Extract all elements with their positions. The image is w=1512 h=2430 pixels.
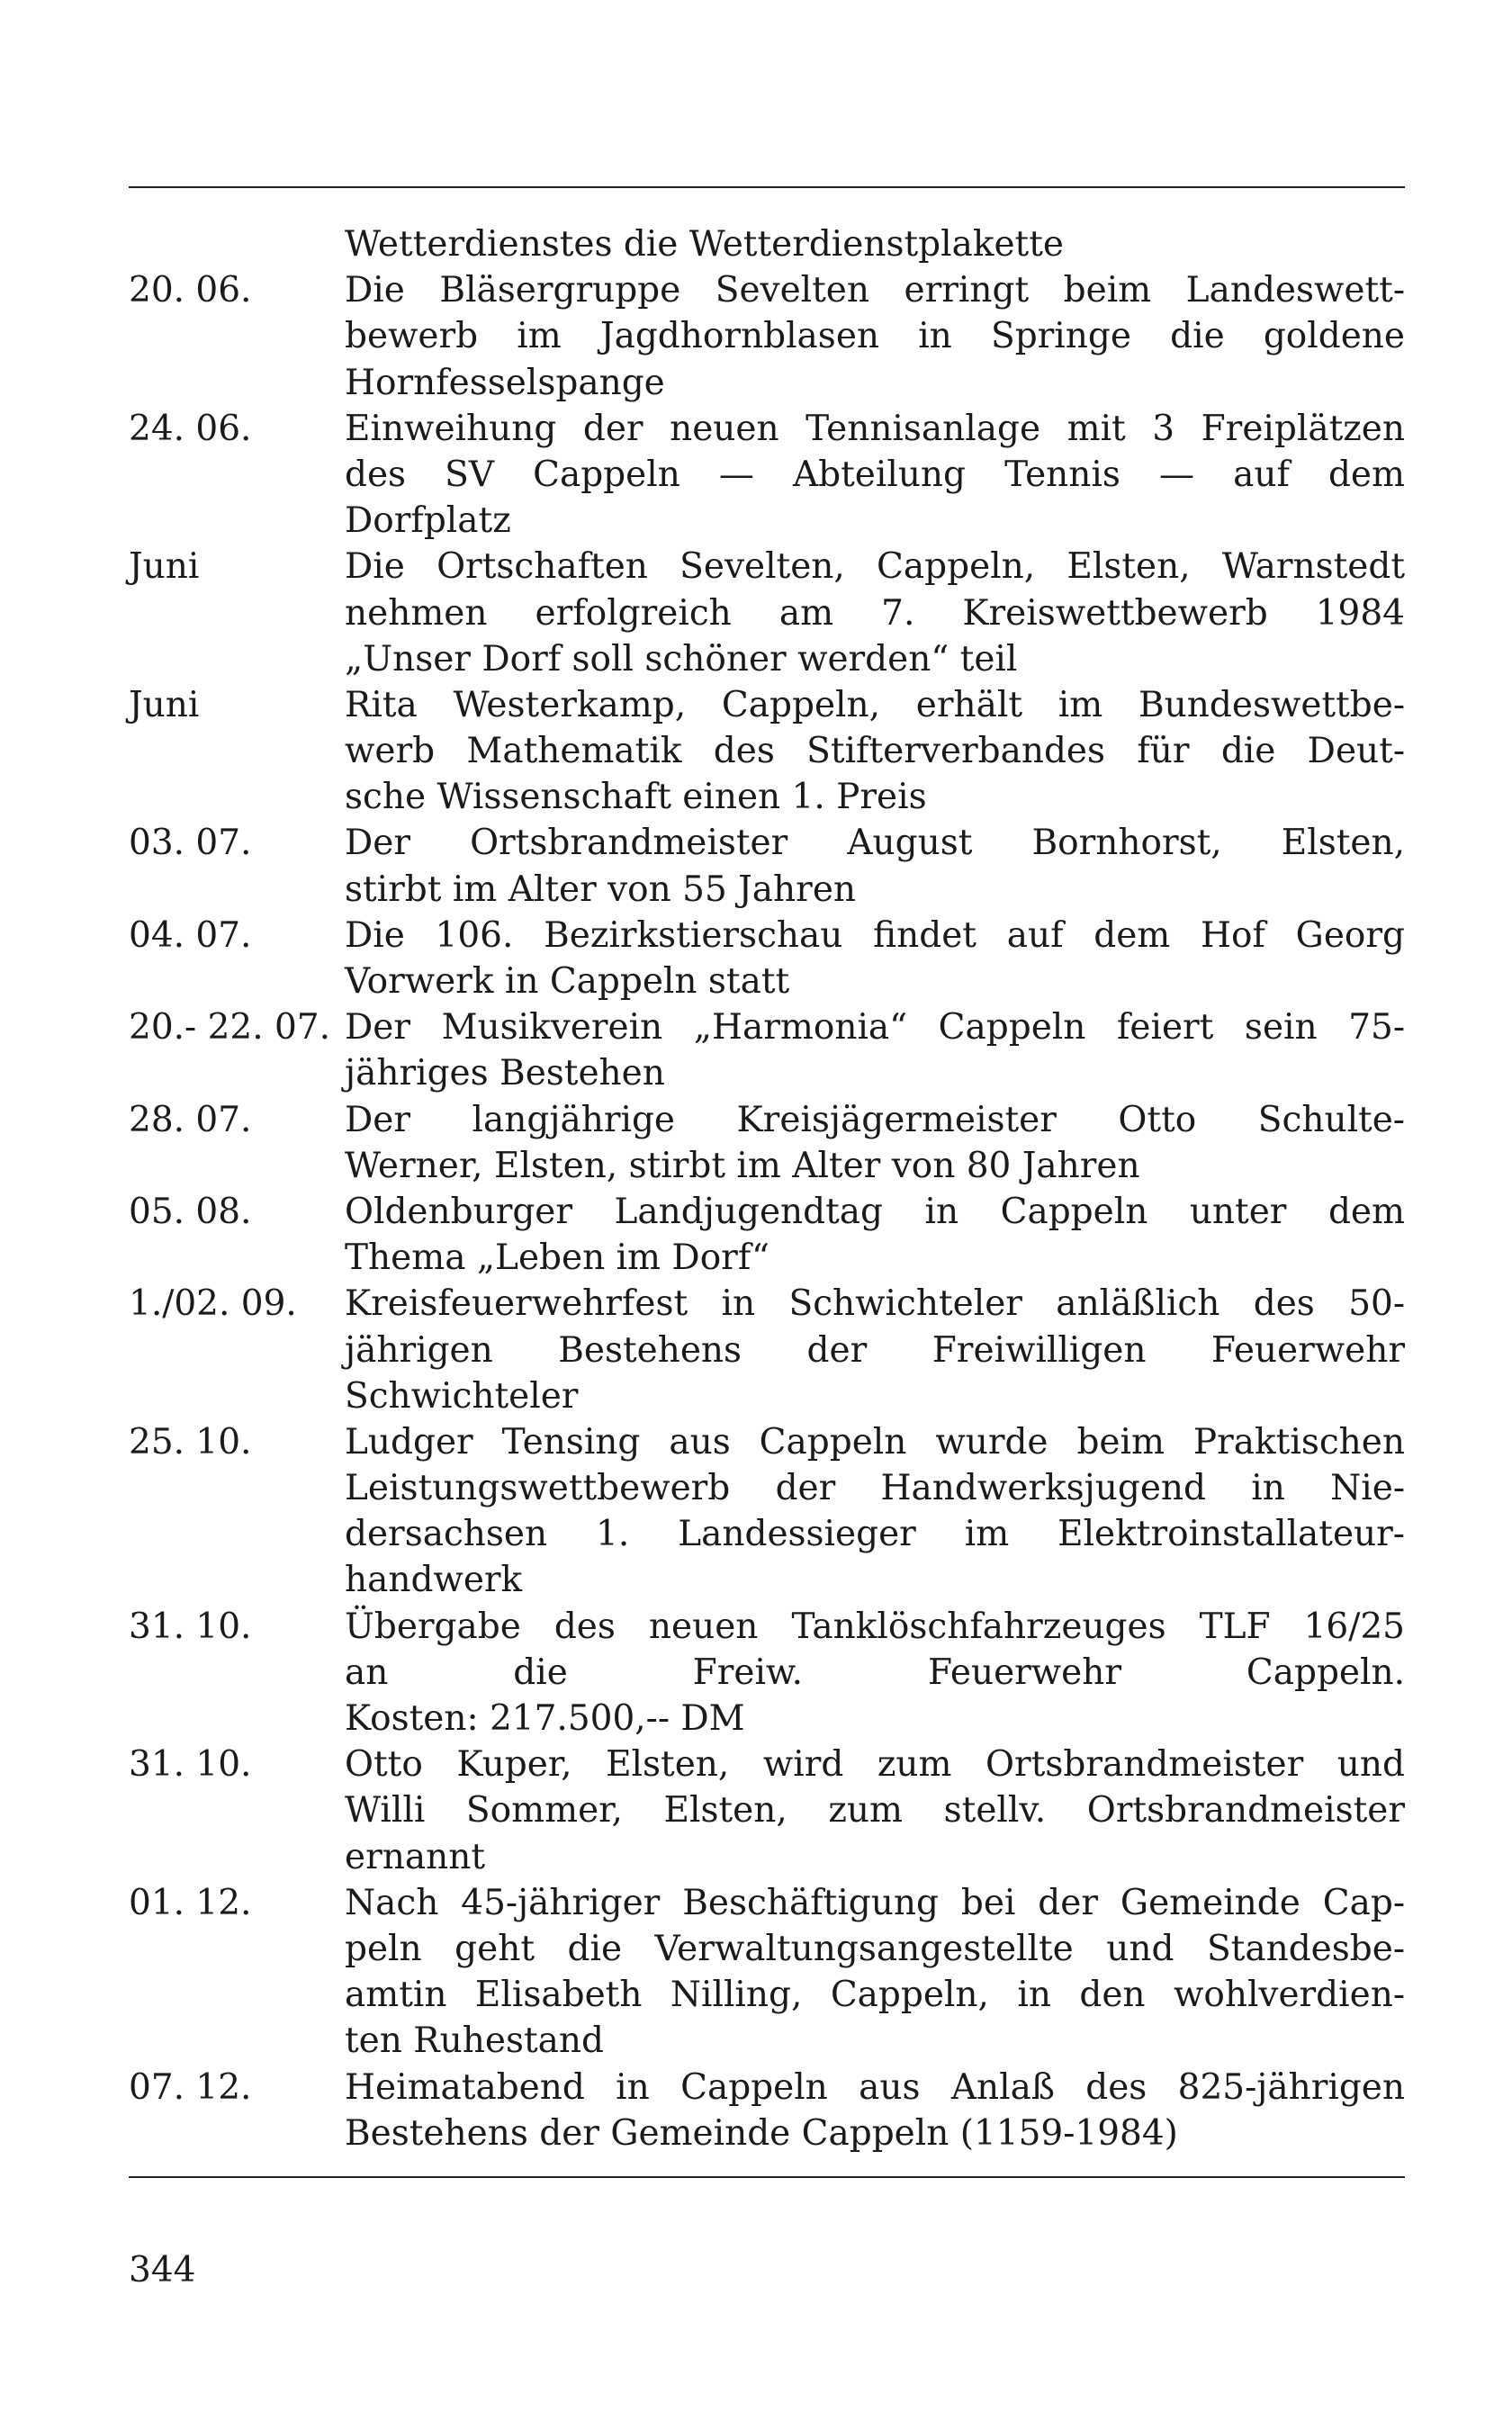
entry-date: 25. 10. [129, 1421, 252, 1462]
entry-date: 04. 07. [129, 914, 252, 956]
chronicle-entry [129, 544, 1405, 682]
chronicle-entry [129, 1419, 1405, 1604]
chronicle-entry [129, 1189, 1405, 1281]
entry-text [345, 1281, 1405, 1419]
entry-date: 1./02. 09. [129, 1283, 297, 1325]
entry-text [345, 1189, 1405, 1281]
entry-date: 24. 06. [129, 408, 252, 449]
entry-text-line: Willi Sommer, Elsten, zum stellv. Ortsbrandmeister [345, 1790, 1405, 1832]
chronicle-entry [129, 1604, 1405, 1742]
entry-text-line: dersachsen 1. Landessieger im Elektroinstallateur- [345, 1514, 1405, 1555]
entry-text [345, 1604, 1405, 1742]
entry-text-line: Die Ortschaften Sevelten, Cappeln, Elsten, Warnstedt [345, 546, 1405, 588]
entry-date: 03. 07. [129, 823, 252, 864]
entry-text [345, 1004, 1405, 1096]
entry-text-line: jährigen Bestehens der Freiwilligen Feuerwehr [345, 1329, 1405, 1371]
chronicle-entry [129, 913, 1405, 1004]
entry-text-line: Die Bläsergruppe Sevelten erringt beim Landeswett- [345, 270, 1405, 311]
top-rule [129, 186, 1405, 188]
entry-text-line: nehmen erfolgreich am 7. Kreiswettbewerb 1984 [345, 592, 1405, 634]
entry-text-line: ten Ruhestand [345, 2020, 604, 2062]
entry-text-line: Nach 45-jähriger Beschäftigung bei der Gemeinde Cap- [345, 1882, 1405, 1923]
entry-text [345, 1880, 1405, 2065]
entry-text [345, 267, 1405, 406]
bottom-rule [129, 2176, 1405, 2178]
entry-text-line: ernannt [345, 1836, 485, 1877]
entry-text-line: Ludger Tensing aus Cappeln wurde beim Praktischen [345, 1421, 1405, 1462]
entry-text-line: Thema „Leben im Dorf“ [345, 1238, 770, 1279]
chronicle-entry [129, 2065, 1405, 2156]
entry-text-line: Kreisfeuerwehrfest in Schwichteler anläßlich des 50- [345, 1283, 1405, 1325]
entry-text-line: Der Ortsbrandmeister August Bornhorst, Elsten, [345, 823, 1405, 864]
entry-text-line: Der langjährige Kreisjägermeister Otto Schulte- [345, 1099, 1405, 1140]
entry-text-line: Otto Kuper, Elsten, wird zum Ortsbrandmeister und [345, 1744, 1405, 1786]
entry-date: 28. 07. [129, 1099, 252, 1140]
entry-text-line: Vorwerk in Cappeln statt [345, 961, 790, 1002]
entry-text [345, 1742, 1405, 1880]
chronicle-entry [129, 820, 1405, 912]
entry-text [345, 406, 1405, 544]
entry-text-line: amtin Elisabeth Nilling, Cappeln, in den wohlverdien- [345, 1975, 1405, 2016]
chronicle-list [129, 221, 1405, 2156]
entry-text-line: Rita Westerkamp, Cappeln, erhält im Bundeswettbe- [345, 684, 1405, 725]
chronicle-entry [129, 267, 1405, 406]
chronicle-entry [129, 1281, 1405, 1419]
entry-date: 31. 10. [129, 1744, 252, 1786]
chronicle-entry [129, 1004, 1405, 1096]
entry-text-line: Einweihung der neuen Tennisanlage mit 3 Freiplätzen [345, 408, 1405, 449]
entry-text-line: Übergabe des neuen Tanklöschfahrzeuges TLF 16/25 [345, 1606, 1405, 1647]
page-number: 344 [129, 2250, 196, 2290]
chronicle-entry [129, 221, 1405, 267]
entry-text-line: an die Freiw. Feuerwehr Cappeln. [345, 1652, 1405, 1693]
entry-text [345, 820, 1405, 912]
entry-text-line: Kosten: 217.500,-- DM [345, 1698, 745, 1739]
chronicle-entry [129, 406, 1405, 544]
entry-text-line: handwerk [345, 1560, 523, 1601]
entry-text-line: stirbt im Alter von 55 Jahren [345, 868, 857, 910]
entry-text-line: peln geht die Verwaltungsangestellte und Standesbe- [345, 1928, 1405, 1969]
entry-text-line: Der Musikverein „Harmonia“ Cappeln feiert sein 75- [345, 1007, 1405, 1048]
entry-text-line: Werner, Elsten, stirbt im Alter von 80 Jahren [345, 1145, 1140, 1186]
entry-text-line: jähriges Bestehen [345, 1053, 665, 1094]
entry-text-line: werb Mathematik des Stifterverbandes für die Deut- [345, 731, 1405, 772]
entry-text-line: des SV Cappeln — Abteilung Tennis — auf dem [345, 454, 1405, 495]
entry-text [345, 682, 1405, 821]
entry-date: Juni [129, 546, 200, 588]
entry-text-line: Die 106. Bezirkstierschau findet auf dem Hof Georg [345, 914, 1405, 956]
entry-text-line: Heimatabend in Cappeln aus Anlaß des 825-jährigen [345, 2066, 1405, 2108]
entry-text [345, 913, 1405, 1004]
entry-date: 31. 10. [129, 1606, 252, 1647]
chronicle-entry [129, 682, 1405, 821]
entry-text-line: sche Wissenschaft einen 1. Preis [345, 777, 927, 818]
entry-text-line: Schwichteler [345, 1375, 579, 1417]
entry-text-line: Leistungswettbewerb der Handwerksjugend in Nie- [345, 1468, 1405, 1509]
chronicle-entry [129, 1880, 1405, 2065]
entry-date: 20.- 22. 07. [129, 1007, 331, 1048]
entry-text-line: Bestehens der Gemeinde Cappeln (1159-1984) [345, 2112, 1178, 2154]
entry-date: Juni [129, 684, 200, 725]
entry-date: 01. 12. [129, 1882, 252, 1923]
entry-text [345, 1097, 1405, 1189]
entry-text-line: Oldenburger Landjugendtag in Cappeln unter dem [345, 1191, 1405, 1232]
entry-text [345, 221, 1405, 267]
entry-text [345, 544, 1405, 682]
entry-text-line: „Unser Dorf soll schöner werden“ teil [345, 638, 1018, 680]
entry-text-line: Wetterdienstes die Wetterdienstplakette [345, 224, 1064, 265]
chronicle-entry [129, 1097, 1405, 1189]
entry-text-line: Dorfplatz [345, 500, 511, 542]
entry-date: 07. 12. [129, 2066, 252, 2108]
entry-text [345, 2065, 1405, 2156]
chronicle-entry [129, 1742, 1405, 1880]
entry-date: 05. 08. [129, 1191, 252, 1232]
entry-text [345, 1419, 1405, 1604]
entry-text-line: Hornfesselspange [345, 362, 665, 403]
entry-text-line: bewerb im Jagdhornblasen in Springe die goldene [345, 316, 1405, 357]
entry-date: 20. 06. [129, 270, 252, 311]
